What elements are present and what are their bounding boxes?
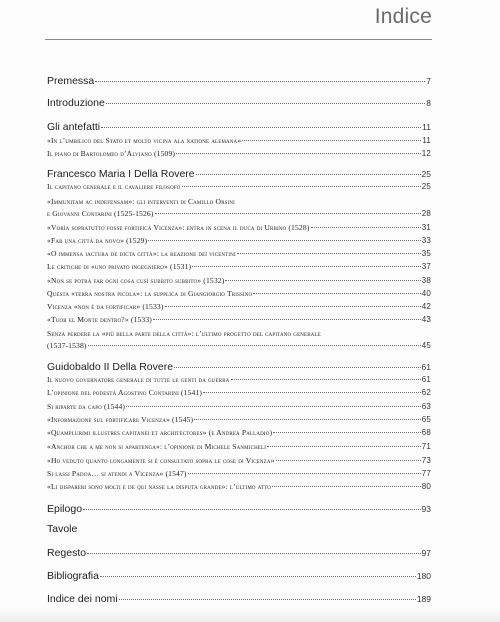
toc-subsection-title: (1537-1538) [47,341,87,350]
toc-section-title: Epilogo [47,503,83,515]
toc-page-number: 33 [421,236,431,245]
page-title: Indice [374,5,432,28]
toc-entry[interactable] [47,262,431,271]
dot-leader [272,486,421,487]
toc-entry[interactable] [47,149,431,158]
dot-leader [182,186,421,187]
toc-entry[interactable] [47,209,431,218]
toc-page-number: 189 [416,594,431,604]
toc-page-number: 73 [421,456,431,465]
dot-leader [95,81,425,82]
toc-subsection-title: «In l’umbilico del Stato et molto vicina ala natione alemana» [47,136,242,145]
toc-section-title: Tavole [47,523,78,535]
dot-leader [119,599,416,600]
toc-page-number: 45 [421,341,431,350]
dot-leader [231,379,421,380]
toc-page-number: 97 [421,548,431,558]
dot-leader [155,213,421,214]
toc-section-title: Francesco Maria I Della Rovere [47,168,195,180]
toc-subsection-title: Si riparte da capo (1544) [47,402,126,411]
toc-page-number: 37 [421,262,431,271]
toc-entry[interactable] [47,375,431,384]
toc-section-title: Premessa [47,75,95,87]
toc-entry[interactable] [47,361,431,373]
dot-leader [276,460,421,461]
toc-page-number: 77 [421,469,431,478]
toc-subsection-title: Il nuovo governatore generale di tutte le genti da guerra [47,375,230,384]
dot-leader [83,509,421,510]
toc-entry[interactable] [47,168,431,180]
toc-page-number: 68 [421,428,431,437]
toc-page-number: 43 [421,315,431,324]
toc-entry[interactable] [47,302,431,311]
toc-subsection-title: L’opinione del podestà Agostino Contarini (1541) [47,388,203,397]
dot-leader [311,227,421,228]
page-bottom-shadow [0,608,500,622]
toc-entry[interactable] [47,329,431,338]
dot-leader [153,319,421,320]
toc-subsection-title: «Far una città da novo» (1529) [47,236,148,245]
dot-leader [148,240,421,241]
toc-subsection-title: «Li dispareri sono molti e de qui nasse la disputa grande»: l’ultimo atto [47,482,272,491]
toc-subsection-title: «Quamplurimi illustres capitanei et architectores» (e Andrea Palladio) [47,428,273,437]
toc-page-number: 38 [421,276,431,285]
toc-entry[interactable] [47,276,431,285]
toc-page-number: 61 [421,375,431,384]
toc-page-number: 180 [416,571,431,581]
toc-page-number: 63 [421,402,431,411]
toc-page-number: 35 [421,249,431,258]
dot-leader [196,174,421,175]
toc-subsection-title: «Immunitam ac indefensam»: gli interventi di Camillo Orsini [47,197,235,206]
toc-entry[interactable] [47,182,431,191]
toc-section-title: Regesto [47,547,87,559]
toc-subsection-title: «Informazione sul fortificare Vicenza» (1545) [47,415,194,424]
dot-leader [237,253,421,254]
toc-entry[interactable] [47,388,431,397]
toc-section-title: Indice dei nomi [47,593,118,605]
dot-leader [188,473,421,474]
toc-section-title: Introduzione [47,97,105,109]
toc-section-title: Gli antefatti [47,121,101,133]
toc-subsection-title: «O immensa iactura de dicta città»: la reazione dei vicentini [47,249,236,258]
toc-subsection-title: «Vorìa sopratutto fosse fortificà Vicenza»: entra in scena il duca di Urbino (1528) [47,223,310,232]
dot-leader [192,266,421,267]
toc-entry[interactable] [47,442,431,451]
toc-subsection-title: Le critiche di «uno privato ingegniero» (1531) [47,262,192,271]
toc-subsection-title: «Tuor el Monte dentro?» (1533) [47,315,152,324]
toc-page-number: 62 [421,388,431,397]
toc-subsection-title: Il capitano generale e il cavaliere filosofo [47,182,181,191]
toc-page-number: 12 [421,149,431,158]
dot-leader [253,293,421,294]
toc-entry[interactable] [47,593,431,605]
toc-subsection-title: Senza perdere la «più bella parte della città»: l’ultimo progetto del capitano generale [47,329,321,338]
toc-page-number: 61 [421,362,431,372]
dot-leader [203,392,421,393]
dot-leader [242,140,421,141]
dot-leader [174,367,420,368]
dot-leader [273,432,421,433]
dot-leader [106,103,425,104]
toc-page-number: 11 [422,122,431,132]
toc-entry[interactable] [47,415,431,424]
toc-entry[interactable] [47,469,431,478]
toc-page-number: 25 [421,182,431,191]
toc-entry[interactable] [47,402,431,411]
dot-leader [100,576,416,577]
toc-page-number: 31 [421,223,431,232]
dot-leader [87,553,420,554]
toc-page-number: 80 [421,482,431,491]
toc-section-title: Bibliografia [47,570,99,582]
dot-leader [165,306,421,307]
toc-entry[interactable] [47,289,431,298]
toc-entry[interactable] [47,341,431,350]
dot-leader [267,446,421,447]
toc-entry[interactable] [47,547,431,559]
toc-page-number: 71 [421,442,431,451]
toc-section-title: Guidobaldo II Della Rovere [47,361,174,373]
dot-leader [176,153,421,154]
toc-entry[interactable] [47,428,431,437]
toc-entry[interactable] [47,315,431,324]
toc-entry[interactable] [47,503,431,515]
dot-leader [194,419,421,420]
dot-leader [126,406,421,407]
toc-page-number: 65 [421,415,431,424]
toc-subsection-title: Questa «terra nostra picola»: la supplica di Giangiorgio Trissino [47,289,253,298]
toc-page-number: 7 [426,76,431,86]
toc-page-number: 8 [426,98,431,108]
toc-subsection-title: Il piano di Bartolomeo d’Alviano (1509) [47,149,176,158]
dot-leader [101,127,421,128]
toc-entry[interactable] [47,482,431,491]
toc-subsection-title: Si lassi Padoa… si atendi a Vicenza» (1547) [47,469,187,478]
toc-entry[interactable] [47,249,431,258]
toc-page-number: 11 [422,136,431,145]
toc-subsection-title: «Anchor che a me non si apartenga»: l’opinione di Michele Sanmicheli [47,442,267,451]
toc-entry[interactable] [47,136,431,145]
toc-entry[interactable] [47,570,431,582]
toc-page-number: 42 [421,302,431,311]
toc-subsection-title: Vicenza «non è da fortificar» (1533) [47,302,164,311]
toc-entry[interactable] [47,236,431,245]
dot-leader [88,345,421,346]
toc-entry[interactable] [47,75,431,87]
toc-entry[interactable] [47,456,431,465]
toc-subsection-title: «Non se potrà far ogni cosa cusì subbito subbito» (1532) [47,276,225,285]
toc-entry[interactable] [47,223,431,232]
toc-page-number: 40 [421,289,431,298]
toc-subsection-title: «Ho veduto quanto longamente si è consultato sopra le cose di Vicenza» [47,456,275,465]
toc-entry[interactable] [47,121,431,133]
dot-leader [225,280,420,281]
toc-subsection-title: e Giovanni Contarini (1525-1526) [47,209,154,218]
toc-entry[interactable] [47,197,431,206]
toc-page-number: 28 [421,209,431,218]
toc-entry[interactable] [47,523,431,535]
toc-page-number: 25 [421,169,431,179]
toc-entry[interactable] [47,97,431,109]
toc-page-number: 93 [421,504,431,514]
